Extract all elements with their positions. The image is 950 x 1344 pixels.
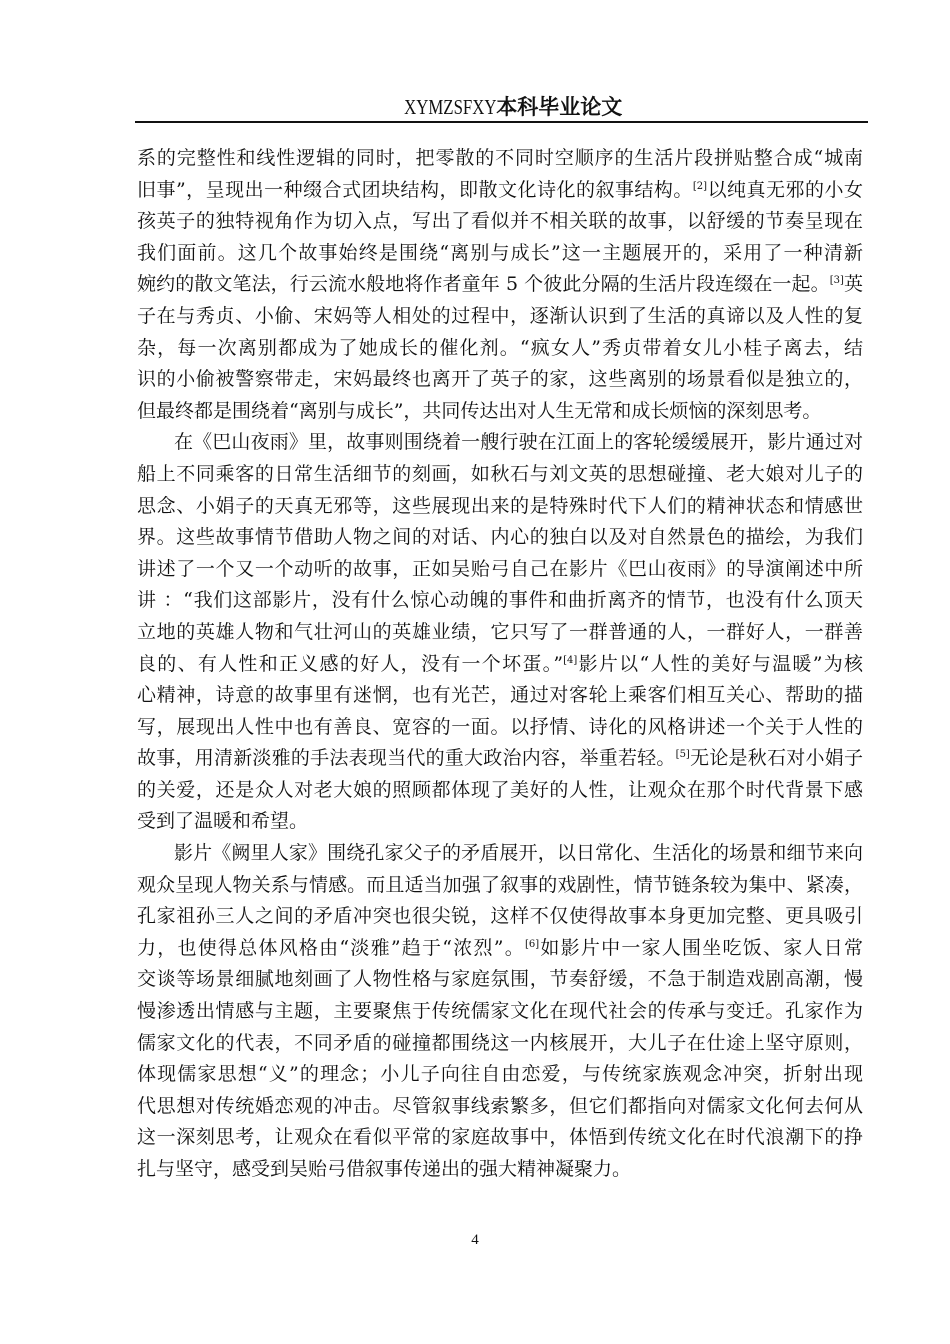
document-body — [137, 143, 863, 1186]
text-line: 影片《阙里人家》围绕孔家父子的矛盾展开，以日常化、生活化的场景和细节来向 — [174, 842, 863, 865]
header-code: XYMZSFXY — [403, 95, 497, 119]
text-line: 子在与秀贞、小偷、宋妈等人相处的过程中，逐渐认识到了生活的真谛以及人性的复 — [137, 304, 863, 327]
text-line: 在《巴山夜雨》里，故事则围绕着一艘行驶在江面上的客轮缓缓展开，影片通过对 — [174, 431, 863, 454]
text-line: 但最终都是围绕着“离别与成长”，共同传达出对人生无常和成长烦恼的深刻思考。 — [137, 399, 822, 422]
page-number: 4 — [471, 1232, 479, 1248]
text-line: 系的完整性和线性逻辑的同时，把零散的不同时空顺序的生活片段拼贴整合成“城南 — [137, 147, 863, 169]
header-rule — [135, 121, 868, 123]
text-line: 立地的英雄人物和气壮河山的英雄业绩，它只写了一群普通的人，一群好人，一群善 — [137, 620, 863, 643]
text-line: 心精神，诗意的故事里有迷惘，也有光芒，通过对客轮上乘客们相互关心、帮助的描 — [137, 684, 863, 707]
header-title: 本科毕业论文 — [496, 95, 623, 119]
text-line: 受到了温暖和希望。 — [137, 810, 309, 833]
text-line: 故事，用清新淡雅的手法表现当代的重大政治内容，举重若轻。[5]无论是秋石对小娟子 — [137, 747, 863, 770]
text-line: 讲述了一个又一个动听的故事，正如吴贻弓自己在影片《巴山夜雨》的导演阐述中所 — [137, 557, 863, 580]
text-line: 旧事”，呈现出一种缀合式团块结构，即散文化诗化的叙事结构。[2]以纯真无邪的小女 — [137, 178, 863, 201]
text-line: 孩英子的独特视角作为切入点，写出了看似并不相关联的故事，以舒缓的节奏呈现在 — [137, 210, 863, 233]
text-line: 孔家祖孙三人之间的矛盾冲突也很尖锐，这样不仅使得故事本身更加完整、更具吸引 — [137, 905, 863, 928]
paragraph — [137, 427, 863, 838]
text-line: 扎与坚守，感受到吴贻弓借叙事传递出的强大精神凝聚力。 — [137, 1158, 632, 1180]
text-line: 识的小偷被警察带走，宋妈最终也离开了英子的家，这些离别的场景看似是独立的， — [137, 368, 863, 391]
paragraph — [137, 143, 863, 427]
citation-marker: [5] — [675, 749, 690, 761]
text-line: 良的、有人性和正义感的好人，没有一个坏蛋。”[4]影片以“人性的美好与温暖”为核 — [137, 652, 863, 675]
text-line: 思念、小娟子的天真无邪等，这些展现出来的是特殊时代下人们的精神状态和情感世 — [137, 494, 863, 517]
text-line: 写，展现出人性中也有善良、宽容的一面。以抒情、诗化的风格讲述一个关于人性的 — [137, 715, 863, 738]
text-line: 力，也使得总体风格由“淡雅”趋于“浓烈”。[6]如影片中一家人围坐吃饭、家人日常 — [137, 936, 863, 959]
citation-marker: [2] — [692, 180, 708, 192]
text-line: 代思想对传统婚恋观的冲击。尽管叙事线索繁多，但它们都指向对儒家文化何去何从 — [137, 1094, 863, 1117]
text-line: 慢渗透出情感与主题，主要聚焦于传统儒家文化在现代社会的传承与变迁。孔家作为 — [137, 1000, 863, 1023]
text-line: 交谈等场景细腻地刻画了人物性格与家庭氛围，节奏舒缓，不急于制造戏剧高潮，慢 — [137, 968, 863, 991]
text-line: 体现儒家思想“义”的理念；小儿子向往自由恋爱，与传统家族观念冲突，折射出现 — [137, 1063, 863, 1086]
text-line: 界。这些故事情节借助人物之间的对话、内心的独白以及对自然景色的描绘，为我们 — [137, 526, 863, 549]
citation-marker: [6] — [524, 938, 540, 950]
text-line: 婉约的散文笔法，行云流水般地将作者童年 5 个彼此分隔的生活片段连缀在一起。[3]英 — [137, 273, 863, 296]
page-header — [135, 94, 868, 120]
text-line: 船上不同乘客的日常生活细节的刻画，如秋石与刘文英的思想碰撞、老大娘对儿子的 — [137, 462, 863, 485]
text-line: 讲 ：“我们这部影片，没有什么惊心动魄的事件和曲折离齐的情节，也没有什么顶天 — [137, 589, 863, 612]
text-line: 儒家文化的代表，不同矛盾的碰撞都围绕这一内核展开，大儿子在仕途上坚守原则， — [137, 1031, 863, 1054]
text-line: 的关爱，还是众人对老大娘的照顾都体现了美好的人性，让观众在那个时代背景下感 — [137, 778, 863, 801]
citation-marker: [4] — [563, 654, 578, 666]
text-line: 杂，每一次离别都成为了她成长的催化剂。“疯女人”秀贞带着女儿小桂子离去，结 — [137, 336, 863, 359]
text-line: 观众呈现人物关系与情感。而且适当加强了叙事的戏剧性，情节链条较为集中、紧凑， — [137, 873, 863, 896]
text-line: 这一深刻思考，让观众在看似平常的家庭故事中，体悟到传统文化在时代浪潮下的挣 — [137, 1126, 863, 1149]
citation-marker: [3] — [829, 275, 844, 287]
paragraph — [137, 838, 863, 1186]
text-line: 我们面前。这几个故事始终是围绕“离别与成长”这一主题展开的，采用了一种清新 — [137, 241, 863, 264]
